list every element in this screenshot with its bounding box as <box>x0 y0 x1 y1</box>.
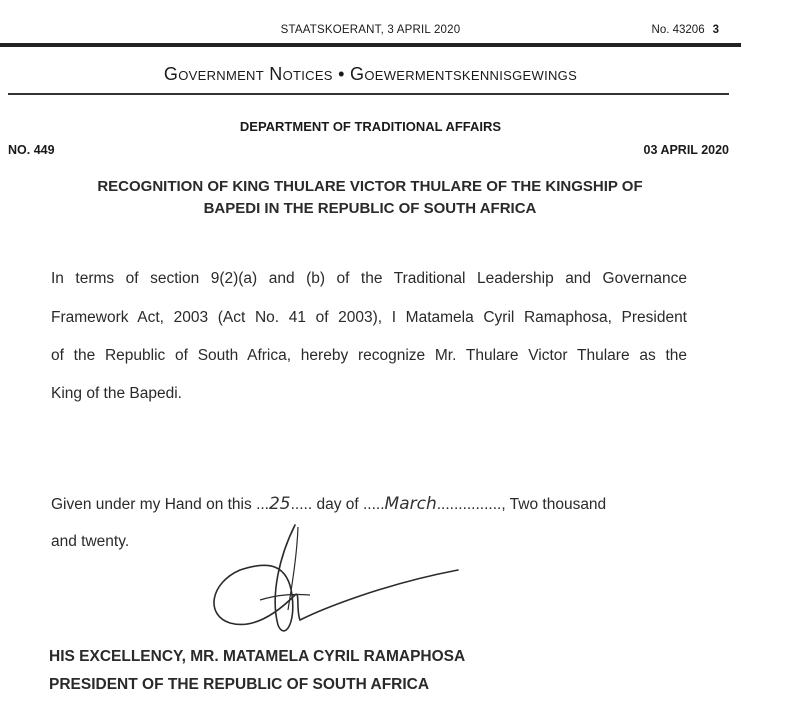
given-dots-1: ... <box>256 496 269 513</box>
given-under-hand <box>51 494 691 514</box>
handwritten-month: March <box>384 494 437 514</box>
section-heading-af: Goewermentskennisgewings <box>350 64 578 84</box>
notice-date: 03 APRIL 2020 <box>643 143 729 157</box>
section-heading <box>0 64 741 85</box>
header-rule <box>0 43 741 47</box>
section-rule <box>8 93 729 95</box>
given-prefix: Given under my Hand on this <box>51 496 257 513</box>
gazette-header: STAATSKOERANT, 3 APRIL 2020 <box>280 24 461 36</box>
signatory-title: HIS EXCELLENCY, MR. MATAMELA CYRIL RAMAPHOSA <box>49 648 466 665</box>
section-heading-bullet: • <box>338 64 345 84</box>
body-line-4: King of the Bapedi. <box>51 385 182 402</box>
issue-number: No. 43206 <box>651 24 705 36</box>
handwritten-day: 25 <box>268 494 291 514</box>
body-line-2: Framework Act, 2003 (Act No. 41 of 2003), I Matamela Cyril Ramaphosa, President <box>51 309 687 326</box>
notice-number: NO. 449 <box>8 143 55 157</box>
notice-title-line2: BAPEDI IN THE REPUBLIC OF SOUTH AFRICA <box>203 200 537 217</box>
page-number: 3 <box>712 24 719 36</box>
given-year: and twenty. <box>51 533 130 550</box>
notice-title <box>40 176 700 220</box>
given-dots-2: ..... day of ..... <box>290 496 385 513</box>
handwritten-signature <box>200 515 480 645</box>
signatory-office: PRESIDENT OF THE REPUBLIC OF SOUTH AFRICA <box>49 676 430 693</box>
section-heading-en: Government Notices <box>163 64 333 84</box>
body-line-3: of the Republic of South Africa, hereby recognize Mr. Thulare Victor Thulare as the <box>51 347 687 364</box>
given-dots-3: ..............., Two thousand <box>436 496 607 513</box>
department-name: DEPARTMENT OF TRADITIONAL AFFAIRS <box>239 119 502 134</box>
notice-title-line1: RECOGNITION OF KING THULARE VICTOR THULARE OF THE KINGSHIP OF <box>97 178 643 195</box>
body-line-1: In terms of section 9(2)(a) and (b) of the Traditional Leadership and Governance <box>51 270 687 287</box>
gazette-number <box>652 24 719 36</box>
